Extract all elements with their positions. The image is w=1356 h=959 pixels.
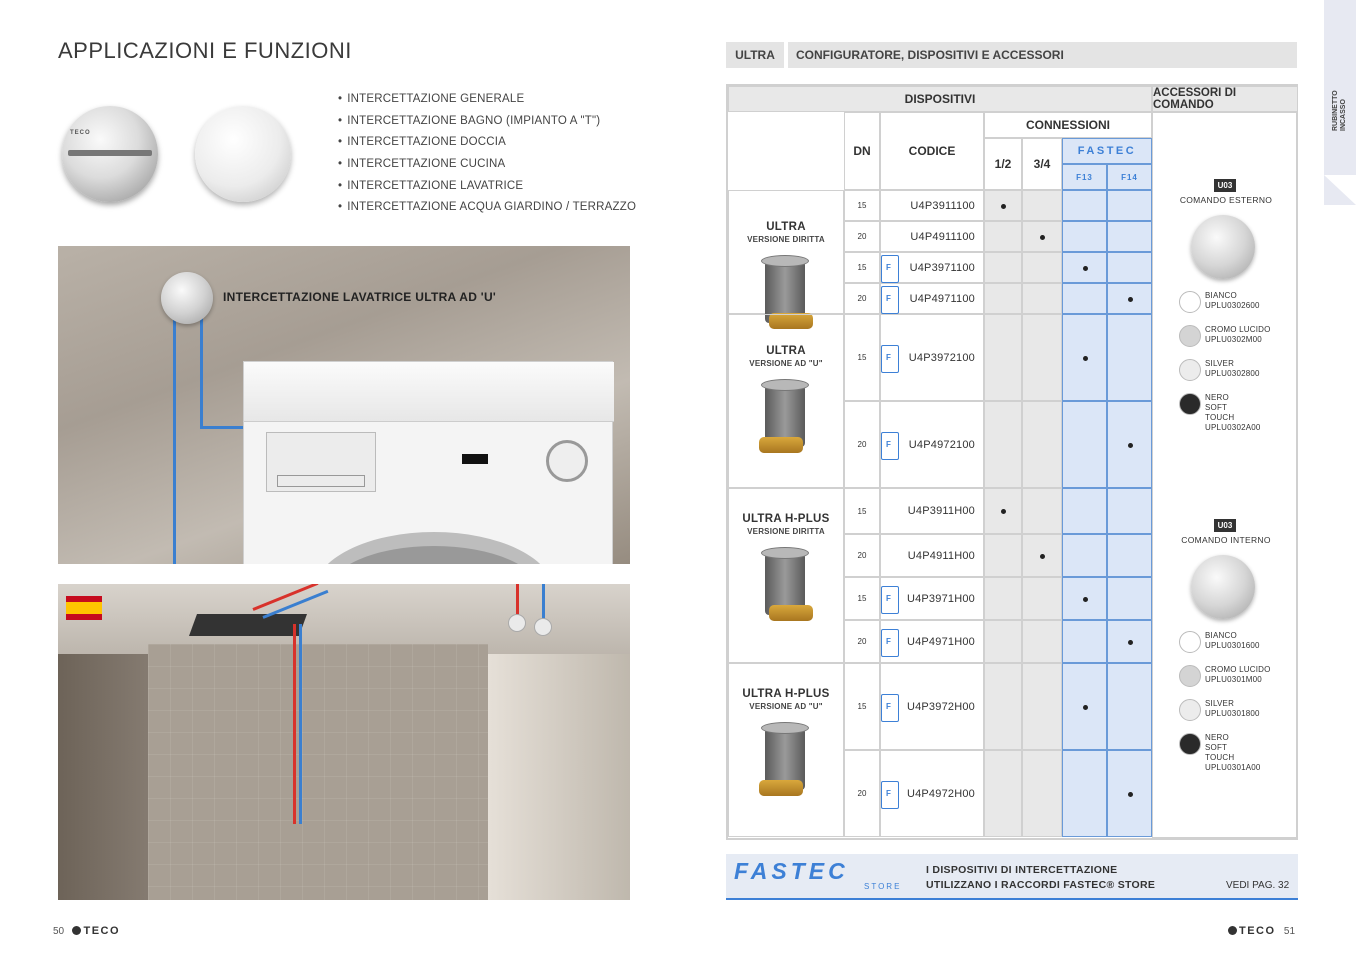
accessory-title: COMANDO INTERNO (1181, 535, 1271, 545)
footer-right (1228, 925, 1295, 937)
blue-pipe (299, 624, 302, 824)
valve-cap (761, 547, 809, 559)
conn-cell (1062, 534, 1107, 577)
f14-header: F14 (1107, 164, 1152, 190)
washing-machine (243, 361, 613, 564)
washer-top (244, 362, 614, 422)
conn-cell (984, 283, 1022, 314)
conn-cell (1107, 488, 1152, 534)
finish-label: CROMO LUCIDO UPLU0301M00 (1205, 665, 1271, 684)
brand-logo: TECO (83, 925, 121, 937)
blue-pipe (173, 308, 176, 564)
washer-display (462, 454, 488, 464)
wall-valve (508, 614, 526, 632)
list-item: • INTERCETTAZIONE ACQUA GIARDINO / TERRAZZO (338, 198, 636, 220)
washing-machine-photo (58, 246, 630, 564)
product-code: U4P3971100 F (880, 252, 984, 283)
conn-cell (1107, 577, 1152, 620)
teco-logo-icon (72, 926, 81, 935)
accessory-code: U03 (1214, 179, 1236, 192)
conn-cell (1022, 577, 1062, 620)
fastec-store-label: STORE (864, 882, 902, 891)
product-code: U4P3972H00 F (880, 663, 984, 750)
valve-cap (761, 722, 809, 734)
valve-cap (761, 379, 809, 391)
fastec-logo: FASTEC (734, 858, 849, 884)
fastec-icon (881, 629, 899, 657)
knob-logo-text: TECO (70, 130, 91, 136)
product-code: U4P3911H00 (880, 488, 984, 534)
connection-marker (1083, 597, 1088, 602)
page-number: 50 (53, 926, 65, 937)
product-code: U4P4911H00 (880, 534, 984, 577)
applications-list (338, 90, 636, 220)
dn-value: 15 (844, 190, 880, 221)
dn-value: 15 (844, 252, 880, 283)
finish-label: CROMO LUCIDO UPLU0302M00 (1205, 325, 1271, 344)
conn-cell (1062, 190, 1107, 221)
product-code: U4P3971H00 F (880, 577, 984, 620)
product-name: ULTRA H-PLUS (742, 513, 830, 525)
conn-cell (984, 577, 1022, 620)
connection-marker (1128, 297, 1133, 302)
conn-half-header: 1/2 (984, 138, 1022, 190)
conn-cell (984, 663, 1022, 750)
fastec-header: FASTEC (1062, 138, 1152, 164)
product-name: ULTRA H-PLUS (742, 688, 830, 700)
dn-value: 20 (844, 401, 880, 488)
dn-value: 15 (844, 314, 880, 401)
conn-cell (1107, 534, 1152, 577)
finish-swatch (1179, 325, 1201, 347)
product-code: U4P4972100 F (880, 401, 984, 488)
product-version: VERSIONE AD "U" (749, 702, 823, 711)
conn-cell (984, 401, 1022, 488)
conn-cell (1022, 252, 1062, 283)
wall-valve (534, 618, 552, 636)
red-pipe (293, 624, 296, 824)
fastec-icon (881, 255, 899, 283)
accessory-code: U03 (1214, 519, 1236, 532)
connection-marker (1083, 705, 1088, 710)
finish-swatch (1179, 665, 1201, 687)
brand-logo: TECO (1239, 925, 1276, 937)
spain-flag-icon (66, 596, 102, 620)
connection-marker (1001, 204, 1006, 209)
conn-cell (1107, 221, 1152, 252)
conn-cell (984, 750, 1022, 837)
conn-cell (1062, 488, 1107, 534)
product-code: U4P3972100 F (880, 314, 984, 401)
conn-cell (1022, 401, 1062, 488)
dn-value: 15 (844, 488, 880, 534)
product-version: VERSIONE DIRITTA (747, 235, 825, 244)
connection-marker (1040, 235, 1045, 240)
conn-cell (1062, 401, 1107, 488)
connessioni-header: CONNESSIONI (984, 112, 1152, 138)
finish-label: SILVER UPLU0302800 (1205, 359, 1260, 378)
product-code: U4P4971H00 F (880, 620, 984, 663)
conn-cell (1022, 488, 1062, 534)
accessory-knob (1191, 555, 1255, 619)
conn-cell (1022, 190, 1062, 221)
banner-text: I DISPOSITIVI DI INTERCETTAZIONE UTILIZZANO I RACCORDI FASTEC® STORE (926, 864, 1156, 891)
page-reference: VEDI PAG. 32 (1226, 880, 1290, 891)
finish-label: NERO SOFT TOUCH UPLU0301A00 (1205, 733, 1261, 772)
fastec-icon (881, 694, 899, 722)
shower-wall (148, 644, 488, 900)
connection-marker (1128, 640, 1133, 645)
conn-cell (1062, 620, 1107, 663)
page-title: APPLICAZIONI E FUNZIONI (58, 38, 352, 63)
blue-pipe (200, 426, 245, 429)
conn-cell (1107, 663, 1152, 750)
conn-cell (1022, 283, 1062, 314)
washer-dial (546, 440, 588, 482)
conn-cell (1107, 314, 1152, 401)
finish-label: NERO SOFT TOUCH UPLU0302A00 (1205, 393, 1261, 432)
list-item: • INTERCETTAZIONE DOCCIA (338, 133, 636, 155)
valve-fitting (769, 605, 813, 621)
product-code: U4P3911100 (880, 190, 984, 221)
product-cell (728, 488, 844, 663)
conn-cell (984, 620, 1022, 663)
conn-cell (1022, 314, 1062, 401)
fastec-icon (881, 345, 899, 373)
connection-marker (1083, 266, 1088, 271)
connection-marker (1001, 509, 1006, 514)
finish-swatch (1179, 631, 1201, 653)
finish-swatch (1179, 359, 1201, 381)
conn-cell (984, 534, 1022, 577)
washer-drawer (266, 432, 376, 492)
conn-cell (1022, 620, 1062, 663)
product-cell (728, 190, 844, 314)
product-name: ULTRA (766, 345, 806, 357)
f13-header: F13 (1062, 164, 1107, 190)
conn-cell (1022, 750, 1062, 837)
product-code: U4P4911100 (880, 221, 984, 252)
conn-cell (984, 221, 1022, 252)
connection-marker (1040, 554, 1045, 559)
shower-photo (58, 584, 630, 900)
product-code: U4P4971100 F (880, 283, 984, 314)
list-item: • INTERCETTAZIONE GENERALE (338, 90, 636, 112)
valve-fitting (759, 437, 803, 453)
product-version: VERSIONE DIRITTA (747, 527, 825, 536)
dn-header: DN (844, 112, 880, 190)
side-tab-label: RUBINETTO INCASSO (1332, 90, 1347, 131)
finish-swatch (1179, 733, 1201, 755)
dn-value: 20 (844, 221, 880, 252)
dn-value: 20 (844, 283, 880, 314)
dn-value: 20 (844, 534, 880, 577)
wall-knob (161, 272, 213, 324)
conn-cell (1062, 750, 1107, 837)
accessory-title: COMANDO ESTERNO (1179, 195, 1273, 205)
conn-three-quarter-header: 3/4 (1022, 138, 1062, 190)
footer-left (53, 925, 120, 937)
showerhead (189, 614, 307, 636)
blue-pipe (542, 584, 545, 620)
fastec-icon (881, 286, 899, 314)
fastec-icon (881, 586, 899, 614)
fastec-icon (881, 432, 899, 460)
codice-header: CODICE (880, 112, 984, 190)
dispositivi-header: DISPOSITIVI (728, 86, 1152, 112)
dn-value: 15 (844, 663, 880, 750)
header-tag: ULTRA (726, 42, 784, 68)
list-item: • INTERCETTAZIONE LAVATRICE (338, 177, 636, 199)
configurator-table (726, 84, 1298, 840)
header-title: CONFIGURATORE, DISPOSITIVI E ACCESSORI (788, 42, 1297, 68)
accessories-column (1152, 112, 1298, 838)
page-number: 51 (1283, 926, 1296, 937)
list-item: • INTERCETTAZIONE CUCINA (338, 155, 636, 177)
accessori-header: ACCESSORI DI COMANDO (1152, 86, 1298, 112)
knob-internal-image (195, 106, 291, 202)
finish-swatch (1179, 393, 1201, 415)
finish-label: BIANCO UPLU0302600 (1205, 291, 1260, 310)
photo-caption: INTERCETTAZIONE LAVATRICE ULTRA AD 'U' (223, 290, 497, 304)
fastec-banner (726, 854, 1298, 900)
conn-cell (1062, 221, 1107, 252)
valve-fitting (759, 780, 803, 796)
dn-value: 20 (844, 620, 880, 663)
connection-marker (1128, 792, 1133, 797)
product-version: VERSIONE AD "U" (749, 359, 823, 368)
conn-cell (1107, 190, 1152, 221)
teco-logo-icon (1228, 926, 1237, 935)
connection-marker (1083, 356, 1088, 361)
blue-pipe (200, 308, 203, 428)
dn-value: 15 (844, 577, 880, 620)
list-item: • INTERCETTAZIONE BAGNO (IMPIANTO A "T") (338, 112, 636, 134)
washer-door (314, 532, 554, 564)
finish-swatch (1179, 699, 1201, 721)
conn-cell (984, 252, 1022, 283)
conn-cell (1107, 252, 1152, 283)
conn-cell (984, 314, 1022, 401)
product-cell (728, 314, 844, 488)
finish-swatch (1179, 291, 1201, 313)
connection-marker (1128, 443, 1133, 448)
product-code: U4P4972H00 F (880, 750, 984, 837)
finish-label: BIANCO UPLU0301600 (1205, 631, 1260, 650)
product-name: ULTRA (766, 221, 806, 233)
accessory-knob (1191, 215, 1255, 279)
conn-cell (1022, 663, 1062, 750)
fastec-icon (881, 781, 899, 809)
finish-label: SILVER UPLU0301800 (1205, 699, 1260, 718)
knob-external-image (62, 106, 158, 202)
conn-cell (1062, 283, 1107, 314)
valve-cap (761, 255, 809, 267)
dn-value: 20 (844, 750, 880, 837)
product-cell (728, 663, 844, 837)
